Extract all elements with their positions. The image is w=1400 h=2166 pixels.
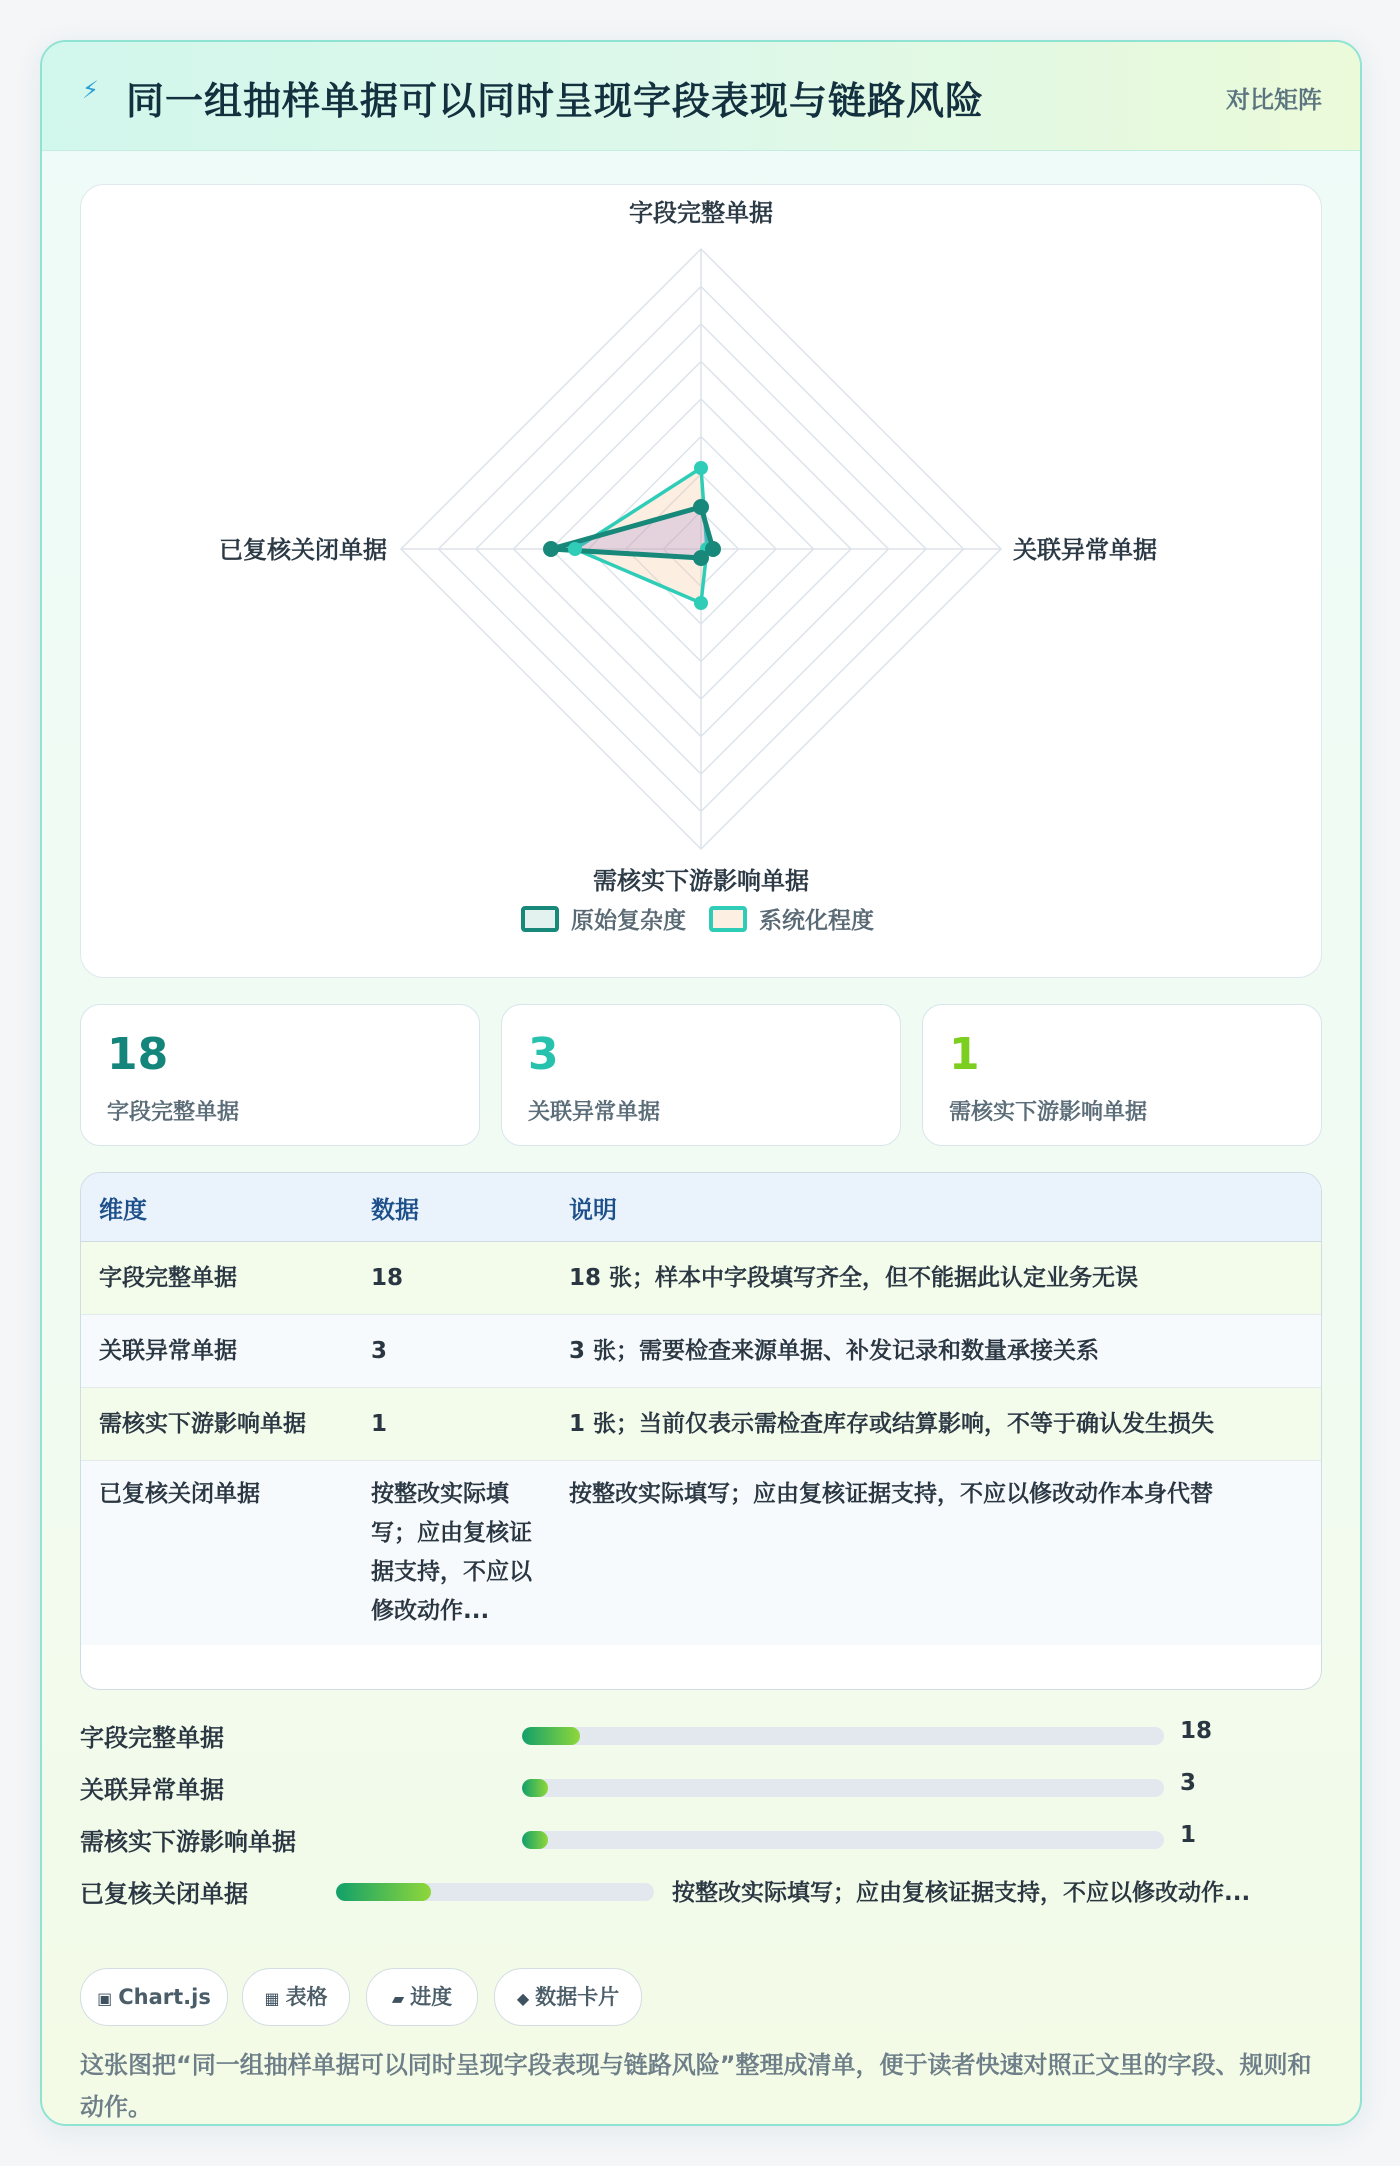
progress-label: 字段完整单据 (80, 1724, 224, 1752)
chip-table[interactable] (242, 1968, 350, 2026)
progress-label: 需核实下游影响单据 (80, 1828, 296, 1856)
radar-point (693, 550, 709, 566)
radar-series-layer (543, 461, 721, 610)
stat-label: 关联异常单据 (528, 1100, 661, 1125)
progress-row (80, 1714, 1330, 1754)
chip-label: Chart.js (118, 1985, 211, 2009)
radar-legend (523, 907, 874, 934)
progress-label: 关联异常单据 (80, 1776, 224, 1804)
stat-value: 3 (528, 1029, 559, 1080)
bolt-icon: ⚡ (82, 76, 99, 104)
progress-row (80, 1818, 1330, 1858)
table-icon: ▦ (264, 1989, 280, 2008)
radar-axis-label: 需核实下游影响单据 (593, 867, 809, 895)
progress-value: 1 (1180, 1822, 1197, 1848)
table-row (81, 1315, 1321, 1388)
progress-fill (522, 1727, 580, 1745)
progress-fill (522, 1779, 548, 1797)
card-header (42, 42, 1360, 151)
card-tag: 对比矩阵 (1226, 86, 1322, 114)
table-cell: 按整改实际填写；应由复核证据支持，不应以修改动作本身代替 (551, 1461, 1321, 1646)
table-cell: 已复核关闭单据 (81, 1461, 353, 1646)
chip-label: 数据卡片 (535, 1985, 620, 2009)
legend-swatch (711, 908, 745, 930)
table-header: 维度 (81, 1173, 353, 1242)
stat-value: 18 (107, 1029, 169, 1080)
stat-card-downstream (922, 1004, 1322, 1146)
chip-label: 进度 (410, 1985, 453, 2009)
radar-axis-label: 已复核关闭单据 (219, 536, 387, 564)
table-header: 数据 (353, 1173, 551, 1242)
matrix-card (40, 40, 1362, 2126)
stat-label: 需核实下游影响单据 (949, 1100, 1148, 1125)
radar-chart-panel (80, 184, 1322, 978)
stat-value: 1 (949, 1029, 980, 1080)
radar-point (694, 596, 708, 610)
table-header-row (81, 1173, 1321, 1242)
radar-point (568, 542, 582, 556)
radar-point (694, 461, 708, 475)
table-row (81, 1388, 1321, 1461)
table-row (81, 1461, 1321, 1646)
progress-label: 已复核关闭单据 (80, 1880, 248, 1908)
table-cell: 字段完整单据 (81, 1242, 353, 1315)
progress-row (80, 1766, 1330, 1806)
legend-swatch (523, 908, 557, 930)
legend-label: 系统化程度 (759, 908, 874, 934)
table-cell: 18 张；样本中字段填写齐全，但不能据此认定业务无误 (551, 1242, 1321, 1315)
radar-point (693, 499, 709, 515)
progress-track (522, 1779, 1164, 1797)
data-table (80, 1172, 1322, 1690)
table-header: 说明 (551, 1173, 1321, 1242)
table-cell: 18 (353, 1242, 551, 1315)
progress-value: 3 (1180, 1770, 1197, 1796)
stat-label: 字段完整单据 (107, 1100, 240, 1125)
progress-track (522, 1831, 1164, 1849)
table-cell: 按整改实际填写；应由复核证据支持，不应以修改动作... (353, 1461, 551, 1646)
progress-track (522, 1727, 1164, 1745)
legend-label: 原始复杂度 (571, 908, 686, 934)
stat-card-fields (80, 1004, 480, 1146)
radar-axis-label: 关联异常单据 (1013, 536, 1157, 564)
chip-chartjs[interactable] (80, 1968, 228, 2026)
chart-icon: ▣ (97, 1989, 113, 2008)
table-cell: 3 (353, 1315, 551, 1388)
progress-value: 按整改实际填写；应由复核证据支持，不应以修改动作... (672, 1880, 1251, 1906)
progress-value: 18 (1180, 1718, 1213, 1744)
table-cell: 关联异常单据 (81, 1315, 353, 1388)
table-cell: 3 张；需要检查来源单据、补发记录和数量承接关系 (551, 1315, 1321, 1388)
diamond-icon: ◆ (516, 1989, 530, 2008)
progress-fill (522, 1831, 548, 1849)
card-title: 同一组抽样单据可以同时呈现字段表现与链路风险 (126, 79, 985, 123)
chip-data-cards[interactable] (494, 1968, 642, 2026)
chip-label: 表格 (285, 1985, 328, 2009)
progress-track (336, 1883, 654, 1901)
progress-row (80, 1870, 1330, 1910)
stat-card-links (501, 1004, 901, 1146)
radar-chart (81, 185, 1321, 977)
table-cell: 1 (353, 1388, 551, 1461)
progress-icon: ▰ (391, 1989, 405, 2008)
table-row (81, 1242, 1321, 1315)
table-cell: 1 张；当前仅表示需检查库存或结算影响，不等于确认发生损失 (551, 1388, 1321, 1461)
footnote: 这张图把“同一组抽样单据可以同时呈现字段表现与链路风险”整理成清单，便于读者快速对照正文里的字段、规则和动作。 (80, 2051, 1312, 2121)
radar-axis-label: 字段完整单据 (629, 199, 773, 227)
radar-point (543, 541, 559, 557)
table-cell: 需核实下游影响单据 (81, 1388, 353, 1461)
chip-progress[interactable] (366, 1968, 478, 2026)
progress-fill (336, 1883, 431, 1901)
